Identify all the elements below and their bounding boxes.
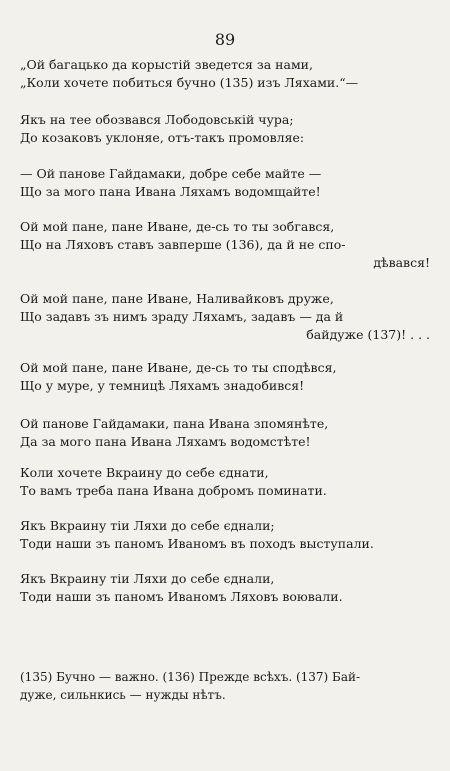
verse-line: Що на Ляховъ ставъ завперше (136), да й не спо- [20,237,346,252]
footnote-line: (135) Бучно — важно. (136) Прежде всѣхъ. (137) Бай- [20,670,361,684]
verse-line: „Ой багацько да корыстій зведется за нами, [20,57,313,72]
stanza-10 [20,570,430,606]
verse-line: То вамъ треба пана Ивана добромъ поминати. [20,483,327,498]
verse-line: Що у муре, у темницѣ Ляхамъ знадобився! [20,378,305,393]
verse-line: Ой мой пане, пане Иване, Наливайковъ друже, [20,291,334,306]
verse-line: Що за мого пана Ивана Ляхамъ водомщайте! [20,184,321,199]
verse-line: „Коли хочете побиться бучно (135) изъ Ляхами.“— [20,75,359,90]
stanza-6 [20,359,430,395]
stanza-2 [20,111,430,147]
verse-line: Ой панове Гайдамаки, пана Ивана зпомянѣте, [20,416,329,431]
stanza-8 [20,464,430,500]
footnote-line: дуже, сильнкись — нужды нѣтъ. [20,688,226,702]
verse-line-continuation: байдуже (137)! . . . [306,327,430,342]
footnotes [20,668,430,704]
verse-line: Ой мой пане, пане Иване, де-сь то ты зобгався, [20,219,335,234]
verse-line-continuation: дѣвався! [373,255,430,270]
stanza-7 [20,415,430,451]
verse-line: Ой мой пане, пане Иване, де-сь то ты сподѣвся, [20,360,337,375]
stanza-3 [20,165,430,201]
stanza-4 [20,218,430,272]
verse-line: Коли хочете Вкраину до себе єднати, [20,465,269,480]
verse-line: Якъ на тее обозвався Лободовській чура; [20,112,294,127]
stanza-9 [20,517,430,553]
verse-line: Тоди наши зъ паномъ Иваномъ Ляховъ воювали. [20,589,343,604]
verse-line: Тоди наши зъ паномъ Иваномъ въ походъ выступали. [20,536,374,551]
verse-line: — Ой панове Гайдамаки, добре себе майте — [20,166,322,181]
stanza-1 [20,56,430,92]
verse-line: Що задавъ зъ нимъ зраду Ляхамъ, задавъ — да й [20,309,344,324]
verse-line: До козаковъ уклоняе, отъ-такъ промовляе: [20,130,305,145]
stanza-5 [20,290,430,344]
verse-line: Якъ Вкраину тіи Ляхи до себе єднали, [20,571,275,586]
verse-line: Якъ Вкраину тіи Ляхи до себе єднали; [20,518,275,533]
page-number: 89 [214,30,236,49]
verse-line: Да за мого пана Ивана Ляхамъ водомстѣте! [20,434,311,449]
